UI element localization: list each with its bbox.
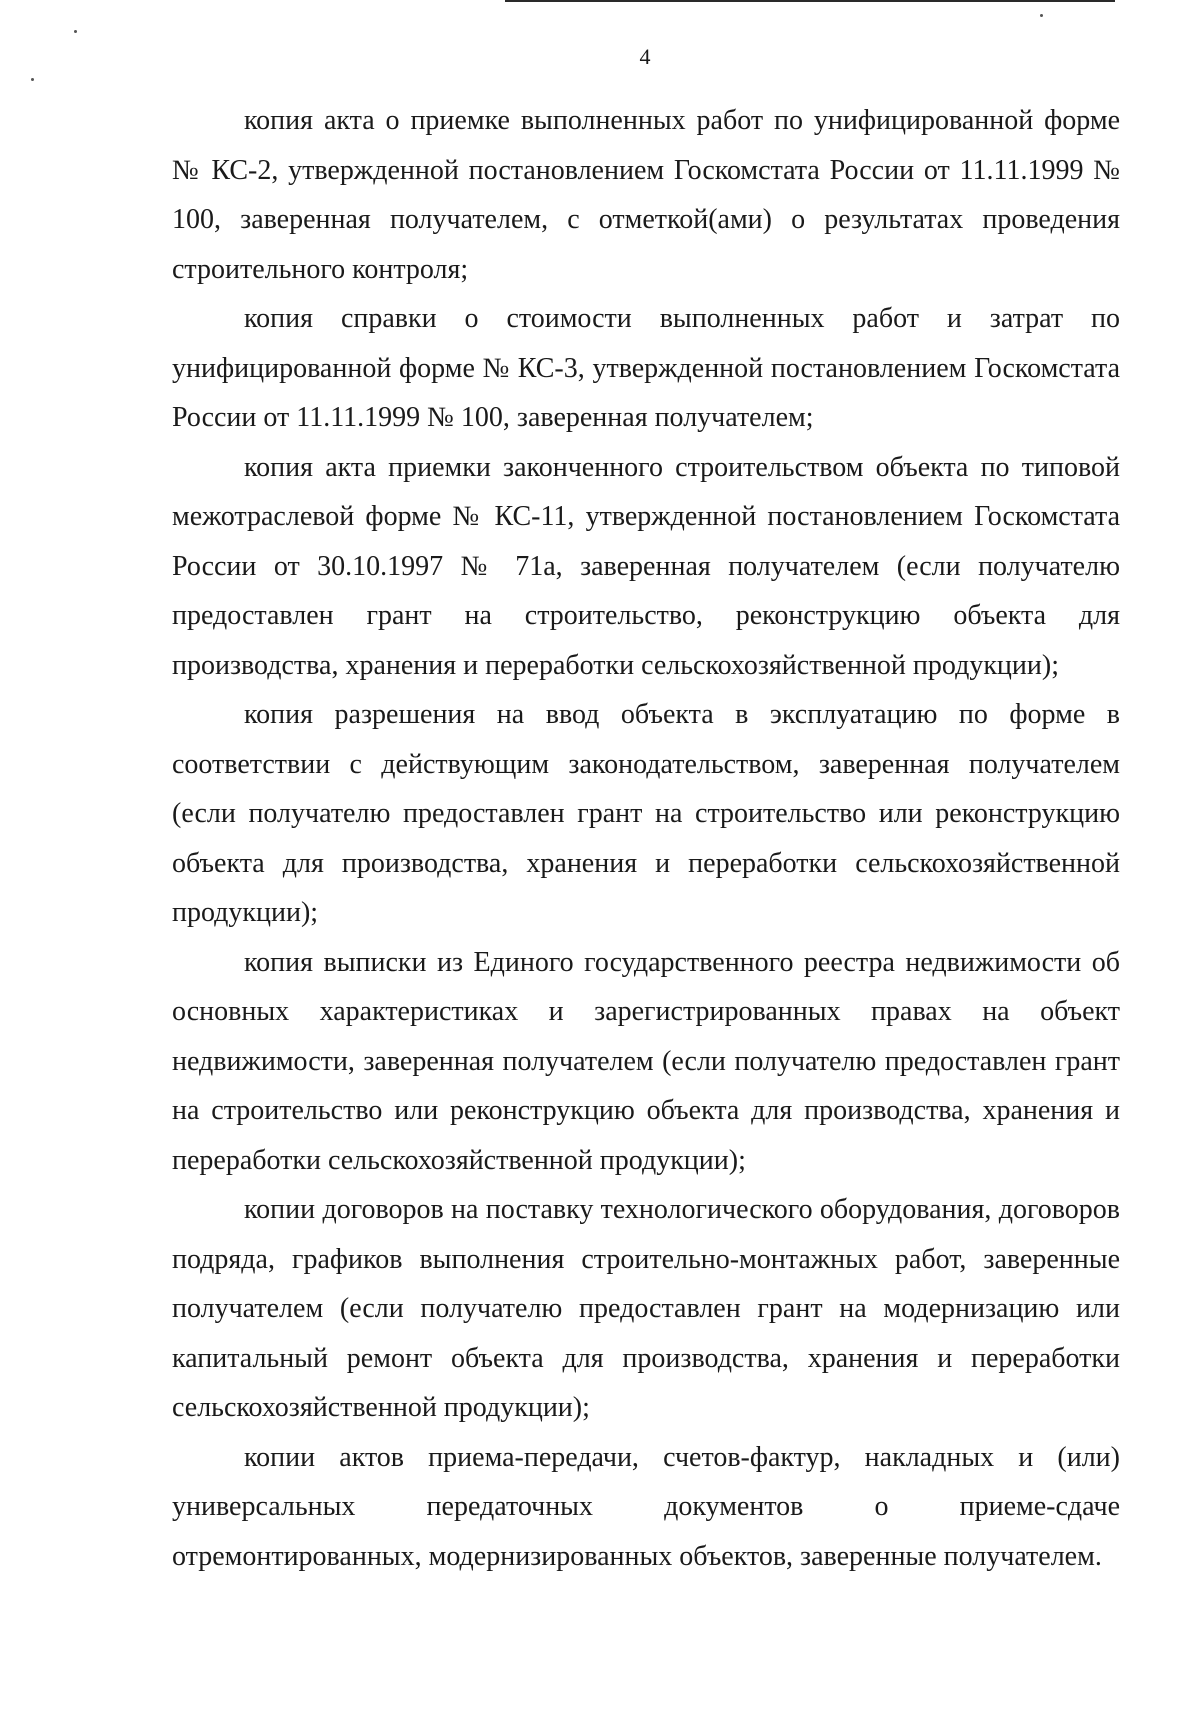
scan-top-edge-line — [505, 0, 1115, 2]
scan-speck — [74, 30, 77, 33]
document-body — [172, 96, 1120, 1581]
paragraph-registry-extract: копия выписки из Единого государственного реестра недвижимости об основных характеристиках и зарегистрированных правах на объект недвижимости, заверенная получателем (если получателю предоставлен грант на строительство или реконструкцию объекта для производства, хранения и переработки сельскохозяйственной продукции); — [172, 946, 1120, 1176]
paragraph-ks3-certificate: копия справки о стоимости выполненных работ и затрат по унифицированной форме № КС-3, утвержденной постановлением Госкомстата России от 11.11.1999 № 100, заверенная получателем; — [172, 303, 1120, 433]
paragraph-ks2-act: копия акта о приемке выполненных работ по унифицированной форме № КС-2, утвержденной постановлением Госкомстата России от 11.11.1999 № 100, заверенная получателем, с отметкой(ами) о результатах проведения строительного контроля; — [172, 105, 1120, 285]
scan-speck — [31, 78, 34, 81]
paragraph-commissioning-permit: копия разрешения на ввод объекта в эксплуатацию по форме в соответствии с действующим законодательством, заверенная получателем (если получателю предоставлен грант на строительство или реконструкцию объекта для производства, хранения и переработки сельскохозяйственной продукции); — [172, 699, 1120, 928]
page-number: 4 — [639, 44, 651, 69]
paragraph-ks11-act: копия акта приемки законченного строительством объекта по типовой межотраслевой форме № КС-11, утвержденной постановлением Госкомстата России от 30.10.1997 № 71а, заверенная получателем (если получателю предоставлен грант на строительство, реконструкцию объекта для производства, хранения и переработки сельскохозяйственной продукции); — [172, 451, 1120, 681]
scan-speck — [1040, 14, 1043, 17]
paragraph-transfer-documents: копии актов приема-передачи, счетов-фактур, накладных и (или) универсальных передаточных документов о приеме-сдаче отремонтированных, модернизированных объектов, заверенные получателем. — [172, 1441, 1120, 1572]
paragraph-equipment-contracts: копии договоров на поставку технологического оборудования, договоров подряда, графиков выполнения строительно-монтажных работ, заверенные получателем (если получателю предоставлен грант на модернизацию или капитальный ремонт объекта для производства, хранения и переработки сельскохозяйственной продукции); — [172, 1194, 1120, 1423]
